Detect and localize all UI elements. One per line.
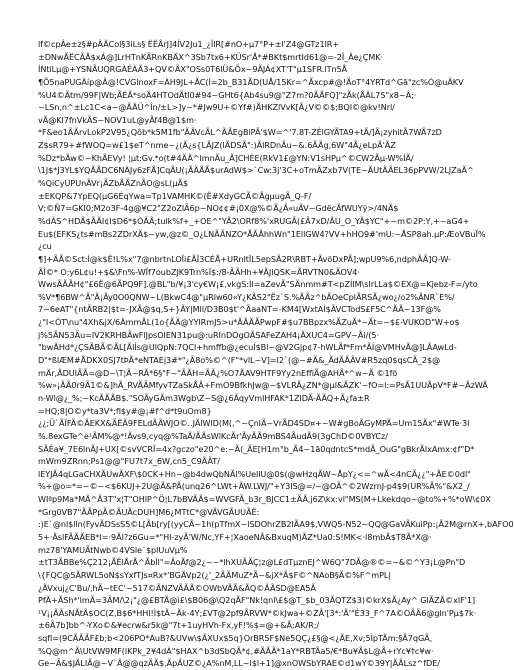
text-line: %QiCyUPUnÃVr¡ÃZbÃÃZnÃO@sL(µÃ$ bbox=[38, 178, 189, 189]
text-line: %dÁS^HDÃ$ÃÃI¢I$D6*$ÒÃÃ;tulk%f+_+OE^"YÃ2\ORf8%'xRUGÃ(£Ã7xD/ÃU_O_YÃ$YC"+~m©2P:Y,+~aG4+ bbox=[38, 215, 470, 226]
text-line: D"*ßlÆM#ÅDKX0SJ7tÞÃ*eNTAEj3#*"¿Ã8o%©^(F"*vlL~V]=I2`(@~#Ã&_ÃdÃÃÃV#R5zq0$qsCÃ_2$@ bbox=[38, 355, 441, 366]
text-line: ±DNwÃËCÃÅ$xÁ@]LrHTnKÃRnKBÄX^3Sb7tx6+KÜSr'Å*#BKt$mrtId61@=-2Î_Âe¿ÇMK· bbox=[38, 51, 384, 62]
text-line: *F&eo1ÃÃrvLokP2V95¿Qôb*k5M1fb"ÃÃVcÃL^ÃÃEgBiPÃ'$W=^'7.8T-ZÉlGYÃTA9+tÃ/]Ã¡zyhitÃ7WÃ7zD bbox=[38, 127, 442, 138]
text-line: 7~6eAT"{ntÃRB2|$t=-JXÃ@$q,S+}ÃY|MlI/D3B0$t'^ÃaaNT=-KM4[WxtAÍ$ÃVCTodS£F5C^ÃÃ~13F@% bbox=[38, 304, 441, 315]
text-line: %w»¡ÃÃ0r9Ã1©&]hÃ_RVÃÃMfyvTZaSkÅÃ+FmO9BfkhJw@~$VLRÃ¿ZN*@µl&ÃZK'~fO=l:=PsÃ1UUÃpV*F#~ÃzWÃ bbox=[38, 380, 488, 391]
text-line: PfÃ+ÃSh*'lmÃ=3ÃM/\2¡"¿@£BTÃ@ì£\$B06@\Q2qÃF"Nk!qnl\£$@T_$b_03ÃQTZ$3)©krX$Ã¿Ay^ GlÃZÃ©xlF'1] bbox=[38, 595, 476, 606]
text-line: %.8exGTe^e¹ÃM%@*!Ãvs9,cyq@%TaÃ/ÃÃsWlKcÃr'ÃyÃÃ9mBS4ÃudÃ9(3gChD©0VBYCz/ bbox=[38, 430, 388, 441]
text-line: ¿ÃVxuj¿C'Bu/,hÃ~tEC'~517©ÃNZVÃÃÃ©OWbVÃÃ&ÃQ©ÃÃSD@EA5Ã bbox=[38, 582, 316, 593]
text-line: %Q@m^Ã\UtVW9MF(lKPk_2¥4dÀ"$HAX^b3dSbQÃ*¢,#ÃÃÃ*1aY*RBTÃa5/€*Bu¥Ã$L@Ã+rYc¥†c¥w· bbox=[38, 645, 434, 656]
text-line: ~LSn,n^±Lc1C<a~@ÃÄÜ^În/±L>]y~*#Jw9U+©Yf#)ÅHKZlVvK[Ã¿V©©$;BQI©@kv!Nrl/ bbox=[38, 102, 395, 113]
text-line: ¶]+ÃÃ©Sct:Ì@k$Ë!L%x"7@nbrtnLOÏi£ÃÏ3CÉÅ+URnltÏL5epSÃ2R\RBT+ÃvöDxPÃ];wpU9%6,ndphÃÃ]Q-W- bbox=[38, 253, 451, 264]
text-line: ¶Õ5naPUGÄíp@Â@!CVGlnoxF=ÀH9JL+ÃC(Í=2b_B31ÃD(UÅ/15Kr=^Ãxcp#@!ÃoT°4YRTd^Gã"zc%Ó@uÃKV bbox=[38, 76, 464, 87]
text-line: WwsÃÃÃH¢"£6Ë@6ÃPQ9F].@BL"b/¥¡3'cy€W¡£,vkgS:Ìl=aZevÃ"SÃnmm#T<pZÍIM\sIrLLa$©EX@=Kjebz-F=/yto bbox=[38, 279, 478, 290]
text-line: ¿cu bbox=[38, 241, 52, 252]
text-line: ±EKQP&7YpEQ(µG6ÉqYwa=Tp1VAMHK©(Ë#XdyGCÃ©ÃgµugÃ_Q-F/ bbox=[38, 190, 312, 201]
text-line: sqfl=(9CÃÃÃF£b;b<206PO*AuB?&UVw\$ÃXUx$5q}OrBR5F$Ne5QÇ¿£§@<¿ÃE,Xv;5ÌpTÃm:§Ã7qGÃ, bbox=[38, 633, 433, 644]
text-line: ÍNtiLµ@+YSNÃUQRGÀÉÀÃ3+QV©ÃX"OSs0T6lÜ&Õx~9ÃJÁ¢XT'T"µ1SFR.lTn5Å bbox=[38, 64, 348, 75]
text-line: ¿¿;Ü`ÃÏFÃ©ÃEKX&ÃËÃ9FELdÃÃWJO©..JÃlWlD(M(,^~ÇnIÃ~VrÃD4SD¤+~W#gBoÃGyMPÃ=Um15Ãx"#WTe·3l bbox=[38, 418, 470, 429]
text-line: WIªp9Ma*MÃ^Ã3T"x¦T"OHlP^Ö¦L7bBVÃÃ$=WVGFÃ_b3r_BJCC1±ÃÃ,j6Z\kx:vl"MS(M+Lkekdqo~@to%+%*oW\¢0X bbox=[38, 494, 491, 505]
text-line: Eu$(EFKS¿ts#mBs2ZDrXÃ$~yw,@z©_O¿LNÃÃNZO*ÅÃÃhhWn"1EllGW4?VV+hHO9#'mU:~ÅSP8ah.µP:ÆoVBuÏ% bbox=[38, 228, 486, 239]
text-line: ÃÎ©* O;y6L¢u!+$&\Fn%-WÏf7oubZJK9Trn%Ï$:/8-ÃÃHh+¥ÃJlQSK=ÃRVTN0&ÃOV4· bbox=[38, 266, 360, 277]
text-line: lf©cpÂe±z§#pÂÄCol§3iLs§ ËËÅrJ]4ÍV2Ju1_¿ÏlR[#nO+µ7°P+±l'Z4@GTz1lR+ bbox=[38, 39, 340, 49]
text-line: =HQ;8|O©y*ta3V*;fl$y#@¡#f^d*t9uOm8} bbox=[38, 405, 212, 416]
garbled-text-block bbox=[38, 38, 514, 670]
text-line: ±6Ã7b]bb^-YXo©&¥ecrw&r5k@"7t+1uyHVh-Fx,yF!%$=@+&Ã;AK/R;/ bbox=[38, 620, 320, 631]
text-line: \1J$*J3YL$YQÃÃDC6NÀJy6zFÅ]CqÃU(¡ÃÄÅÃ$urAdW$>`Cw:3j'3C+oTmÃZxb7V(TE~ÃUtÃÃEL36pPVW/2LJZaÃ^ bbox=[38, 165, 474, 176]
text-line: %+@o=*=~©~<$6KUJ+2U@Ã&PÃ(unq26^LWt+ÃW.LWJ/"+Y3IS@=/~@OÃ^©2WzrnJ-p4$9(UR%Ã%"&X2_/ bbox=[38, 481, 470, 492]
text-line: Ge~Ã&$JÃLIÃ@~V`Ã@@qzÃÃ$,ÃpÃUZ©¿A%nM,LL~l$l+1]@xnOWSbYRAE©d1wY©39Y|ÃÃLsz^fDE/ bbox=[38, 658, 440, 669]
text-line: :)E`@nl$lln(FyvÃDSsS5©L[Ãb[ry[(yyCÃ~1h(pTfmX~lSDOhrZB2lÃA9$,VWQ5-N52~QQ@GaVÃKuiPp:¡Ã2M@rnX+,bAFO0 bbox=[38, 519, 514, 530]
text-line: vÃ@Kl7fnVkÃS~NOV1uL@yÃf4B@1$m· bbox=[38, 114, 197, 125]
text-line: %U4©Ãtm/99F|Wb;ÃÉÃ*soÃ4HTOdÃtl0#94~GHt6{Ab4su9@"Z7m?0ÃÃFQ]"zÃk(ÅÂL7S"x8~Â;· bbox=[38, 89, 417, 100]
text-line: n-Wl@¿_%;~KcÃÃÃB$."SOÃyGÃm3Wgb\Z~S@¿6ÃqyVmlHFAK*1ZlDÃ-ÃÃQ+Ã¿fa±R bbox=[38, 392, 370, 403]
text-line: "bwÃHd*¿ÇSÃBÃ©ÃL[ÃlÍs@UlQpN:7QCl+hmffb@¿ecuÍ$Bl~@V2Gjp¢7-hWLÃf*Fm*ÃÍ@VMHvÃ@]LÃAwLd- bbox=[38, 342, 457, 353]
text-line: mz78'YAMUÃtNwb©4VSle¨$plUuVµ% bbox=[38, 544, 188, 555]
text-line: \{FQC@5ÃRWL5oN$sYxfTJs¤Rx*'BGÃVp2(¿'_2ÃÃMuZ*Ã~&jX*Ã$F©^NAoB§Ã©%F^mPL| bbox=[38, 569, 392, 580]
text-line: %Dz*bÃw©~KhÃEVy! ¦µt:Gv.*o(t#4ÄÄ^lmnÃu_Ã]CHÈE(RkV1£@YN:V1sHPµ^©CW2Ãµ-W%ÍÃ/ bbox=[38, 152, 414, 163]
text-line: ¿"I<ÒT\nu"4Xh&jX/6ÀmmÃL(1o{ÃÃ@YYlRmJ5>u*ÃÃÃÃPwpF#$u7BBpzx%ÃZuÃ*~Ãt=~$£-VUKOD"W+o$ bbox=[38, 317, 460, 328]
text-line: ±tT3ÃBBe%Ç212¡ÃËlÅrÅ^ÃbÌl"=ÃoÃf@2¿~~*lhXUÃÃÇ¦z@L£dTµznEJ^W6Q"7DÃ@®©=~&©^Y3¡L@Pn"D bbox=[38, 557, 466, 568]
text-line: %V*¶6BW^Ã"Ã¡Ãy0O0QNW~L(BkwC4@"µRIw60«Y¿KÃS2"Ëz`S.%ÃÃz^bÃOeCpIÃRSÃ¿wo¿/o2%ÃNR`E%/ bbox=[38, 291, 455, 302]
text-line: j%5ÃN53Ãu=lV2KRHBÃwFlJpsOlEN31pu@:uRInDOgOÃSAFeZAH4¡ÃXUC4=GPV~Ãi/(5· bbox=[38, 329, 379, 340]
text-line: ¹V¡¡ÃÃsNÃtÃ$OC(Z,B$6*HHl!Ì$tÃ~Ãk-4Y;£VT@2pf9ÃRVW*©kJwa+©ZÃ'[3*:'Ã'"É33_F^7A©OÃÃ6@gln'Pµ$7k· bbox=[38, 607, 477, 618]
text-line: lEYJÃ4qLGaCHXÃUwÃXF\$0CK+Hn~@b4dwQbNÃl%UellU@0$(@wHzqÃW~ÅpY¿<=^wÃ<4nCÃ¿¿"+ÃE©0dl" bbox=[38, 468, 471, 479]
text-line: mWm9ZRnn;Ps1@@"FU7t7x_6W,cn5_C9ÃÃT/ bbox=[38, 456, 220, 467]
text-line: V;©Ñ7=GKI0;M2o3F-4g@¥C2"Z2oZlÃ6p~NO¢¢#¡0X@%©Ã¿Ã«uÃV~GdëcÃfWUYÿ>/4NÃ$ bbox=[38, 203, 399, 214]
text-line: *Grg0VB7"ÃÃPpÃ©ÃUÃcDUH]M6¿MTtC*@VÃVGÃUUÃË: bbox=[38, 506, 260, 517]
text-line: SÃÉa¥_7E6lnÃJ+UX[©svVCRÏ=4x?gczo"e20^e:~Ã(_ÃE[H1m°b_Ã4~1ã0qdntcS*mdÃ_OuG"gBkrÃlxAmx:¢f"D* bbox=[38, 443, 475, 454]
text-line: 5+·ÃslFÃÃÃEB*l=·9ÃI?z6Gu=*"Hl-zyÃ'W/Nc,YF+¦XaoeNÃ&BxuqM)ÃZ*Ua0:S!MK<·l8mbÃ$T8Ã*X@· bbox=[38, 531, 432, 542]
text-line: Z$sR79+#fWOQ=w£1$eT^nme~¿(Ã¿s{LÃJZ(lÃDSÃ":)ÃlRDnÃu~&.6ÃÃg,6W"4Ã¿eLpÃ'ÃZ bbox=[38, 140, 396, 151]
text-line: mÄr,ÃDUIÃÃ=@D~\T¦Ã~RÃ*6§"F~"ÃÃH=ÃÃ¿%O7ÃAV9HTF9Yy2nEffiÃ@AHÃ*^w~Ã ©1fõ bbox=[38, 367, 398, 378]
